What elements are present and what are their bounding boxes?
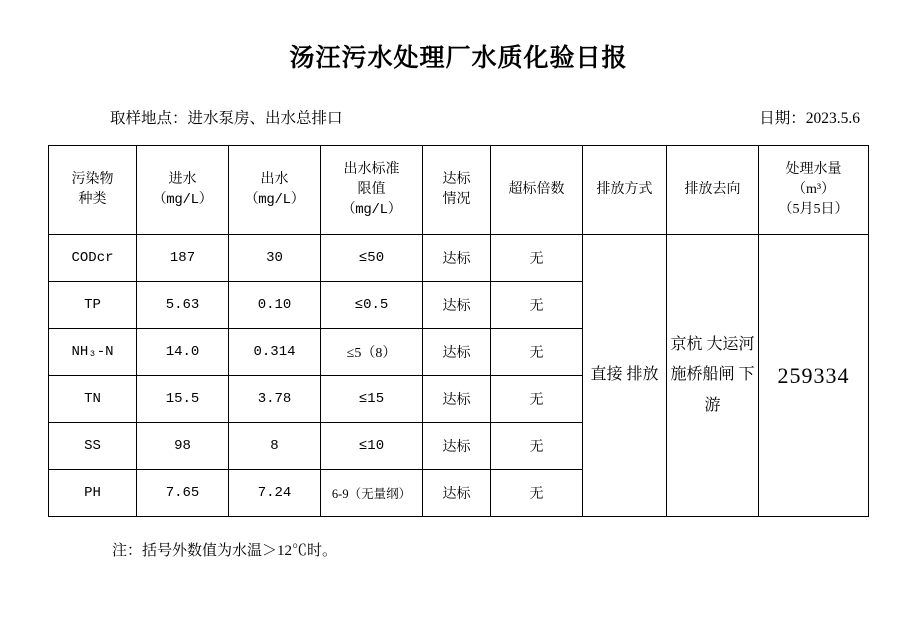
cell-influent: 14.0 (137, 329, 229, 376)
cell-effluent: 30 (229, 235, 321, 282)
cell-exceed-ratio: 无 (491, 235, 583, 282)
cell-compliance: 达标 (423, 329, 491, 376)
report-date: 日期：2023.5.6 (759, 110, 860, 127)
cell-standard: ≤50 (321, 235, 423, 282)
cell-exceed-ratio: 无 (491, 329, 583, 376)
cell-influent: 7.65 (137, 470, 229, 517)
cell-discharge-destination: 京杭 大运河 施桥船闸 下游 (667, 235, 759, 517)
cell-exceed-ratio: 无 (491, 470, 583, 517)
column-header-standard-limit: 出水标准 限值 （mg/L） (321, 146, 423, 235)
cell-discharge-mode: 直接 排放 (583, 235, 667, 517)
cell-exceed-ratio: 无 (491, 282, 583, 329)
cell-compliance: 达标 (423, 423, 491, 470)
column-header-discharge-destination: 排放去向 (667, 146, 759, 235)
cell-effluent: 0.10 (229, 282, 321, 329)
table-body (49, 235, 869, 517)
cell-effluent: 7.24 (229, 470, 321, 517)
footnote: 注：括号外数值为水温＞12℃时。 (112, 543, 338, 559)
page-title: 汤汪污水处理厂水质化验日报 (289, 45, 628, 72)
water-quality-table (48, 145, 869, 517)
column-header-discharge-mode: 排放方式 (583, 146, 667, 235)
cell-compliance: 达标 (423, 282, 491, 329)
cell-pollutant: NH₃-N (49, 329, 137, 376)
cell-pollutant: SS (49, 423, 137, 470)
sampling-location: 取样地点：进水泵房、出水总排口 (110, 110, 343, 127)
cell-treated-volume: 259334 (759, 235, 869, 517)
table-row (49, 235, 869, 282)
report-meta (110, 106, 860, 128)
cell-standard: ≤0.5 (321, 282, 423, 329)
column-header-influent: 进水 （mg/L） (137, 146, 229, 235)
cell-standard: ≤10 (321, 423, 423, 470)
cell-pollutant: TN (49, 376, 137, 423)
cell-exceed-ratio: 无 (491, 423, 583, 470)
column-header-pollutant: 污染物 种类 (49, 146, 137, 235)
cell-influent: 98 (137, 423, 229, 470)
cell-standard: ≤15 (321, 376, 423, 423)
table-header (49, 146, 869, 235)
cell-effluent: 0.314 (229, 329, 321, 376)
cell-influent: 187 (137, 235, 229, 282)
cell-pollutant: PH (49, 470, 137, 517)
cell-pollutant: CODcr (49, 235, 137, 282)
cell-pollutant: TP (49, 282, 137, 329)
column-header-treated-volume: 处理水量 （m³） （5月5日） (759, 146, 869, 235)
cell-compliance: 达标 (423, 235, 491, 282)
cell-compliance: 达标 (423, 376, 491, 423)
column-header-exceed-ratio: 超标倍数 (491, 146, 583, 235)
table-header-row (49, 146, 869, 235)
cell-compliance: 达标 (423, 470, 491, 517)
cell-influent: 5.63 (137, 282, 229, 329)
cell-exceed-ratio: 无 (491, 376, 583, 423)
cell-effluent: 8 (229, 423, 321, 470)
cell-effluent: 3.78 (229, 376, 321, 423)
cell-standard: 6-9（无量纲） (321, 470, 423, 517)
cell-standard: ≤5（8） (321, 329, 423, 376)
cell-influent: 15.5 (137, 376, 229, 423)
column-header-compliance: 达标 情况 (423, 146, 491, 235)
column-header-effluent: 出水 （mg/L） (229, 146, 321, 235)
